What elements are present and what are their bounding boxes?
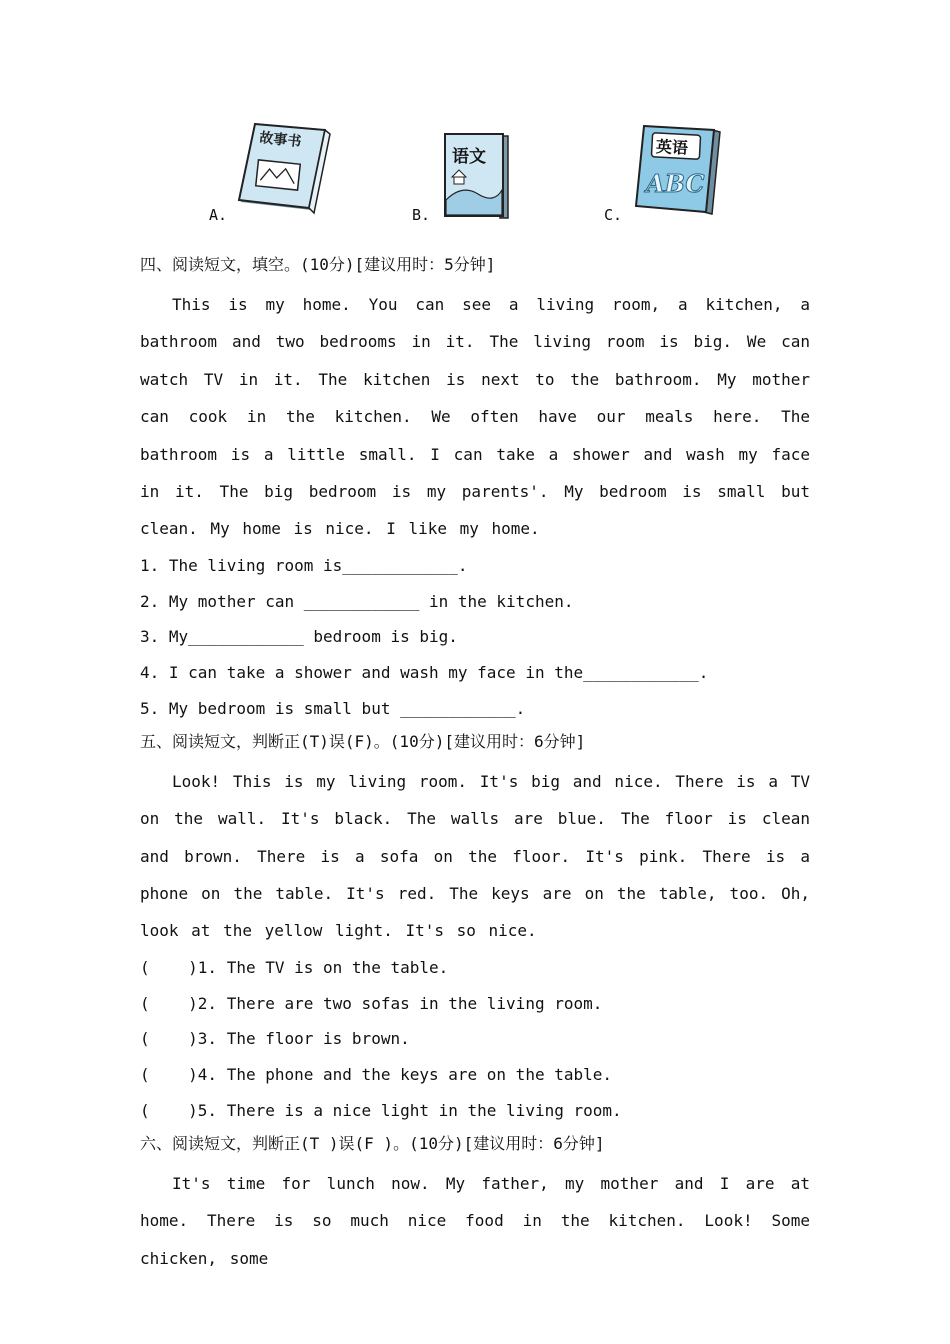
worksheet-content (140, 250, 810, 1277)
option-c (600, 120, 740, 230)
fill-in-question: 2. My mother can ____________ in the kitchen. (140, 591, 574, 611)
true-false-item: ( )5. There is a nice light in the living room. (140, 1101, 622, 1121)
picture-options (0, 120, 950, 230)
section-5-passage: Look! This is my living room. It's big and nice. There is a TV on the wall. It's black. The walls are blue. The floor is clean and brown. There is a sofa on the floor. It's pink. There is a phone on the table. It's red. The keys are on the table, too. Oh, look at the yellow light. It's so nice. (140, 771, 810, 941)
fill-in-question: 3. My____________ bedroom is big. (140, 627, 458, 647)
option-b-cover-text: 语文 (452, 147, 486, 167)
option-b (408, 120, 518, 230)
fill-in-question: 5. My bedroom is small but ____________. (140, 699, 526, 719)
option-a-letter: A. (209, 206, 228, 224)
option-c-letter: C. (604, 206, 623, 224)
true-false-item: ( )1. The TV is on the table. (140, 957, 449, 977)
true-false-item: ( )4. The phone and the keys are on the table. (140, 1065, 613, 1085)
section-4-passage: This is my home. You can see a living room, a kitchen, a bathroom and two bedrooms in it. The living room is big. We can watch TV in it. The kitchen is next to the bathroom. My mother can cook in the kitchen. We often have our meals here. The bathroom is a little small. I can take a shower and wash my face in it. The big bedroom is my parents'. My bedroom is small but clean. My home is nice. I like my home. (140, 295, 810, 539)
section-6-heading: 六、阅读短文，判断正(T )误(F )。(10分)[建议用时：6分钟] (140, 1133, 605, 1153)
option-c-cover-sub: ABC (646, 169, 705, 198)
fill-in-question: 4. I can take a shower and wash my face in the____________. (140, 663, 709, 683)
section-5-heading: 五、阅读短文，判断正(T)误(F)。(10分)[建议用时：6分钟] (140, 731, 586, 751)
chinese-book-icon (442, 132, 512, 220)
option-b-letter: B. (412, 206, 431, 224)
section-6-passage: It's time for lunch now. My father, my mother and I are at home. There is so much nice food in the kitchen. Look! Some chicken, some (140, 1173, 810, 1268)
option-a (205, 120, 345, 230)
true-false-item: ( )3. The floor is brown. (140, 1029, 410, 1049)
section-4-heading: 四、阅读短文，填空。(10分)[建议用时：5分钟] (140, 255, 496, 274)
true-false-item: ( )2. There are two sofas in the living room. (140, 993, 603, 1013)
story-book-icon (235, 120, 335, 218)
fill-in-question: 1. The living room is____________. (140, 555, 468, 575)
option-c-cover-text: 英语 (655, 136, 689, 158)
english-book-icon (634, 124, 724, 218)
option-a-cover-text: 故事书 (258, 130, 303, 151)
